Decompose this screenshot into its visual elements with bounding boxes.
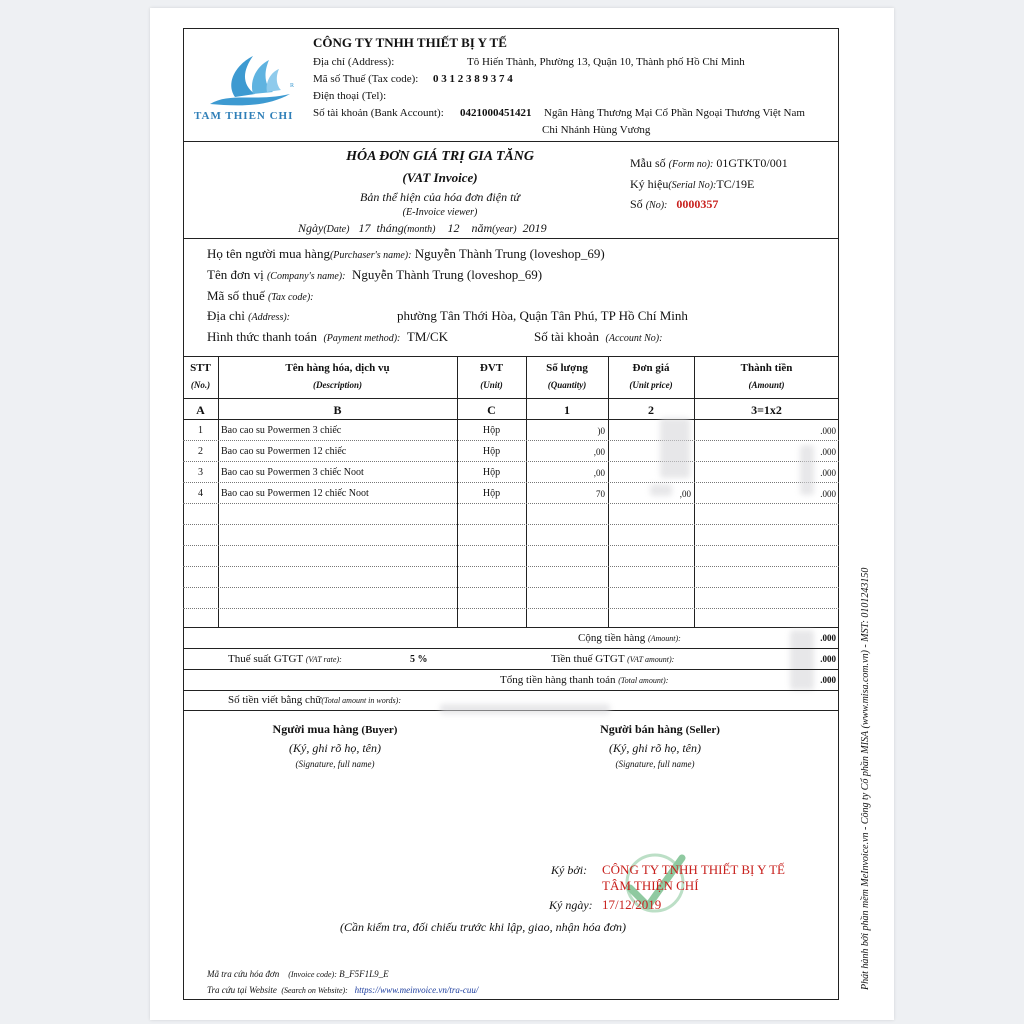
company-tel-label: Điện thoại (Tel): (313, 90, 387, 102)
svg-text:R: R (290, 83, 295, 89)
website-label-en: (Search on Website): (281, 986, 348, 995)
row-desc: Bao cao su Powermen 3 chiếc (221, 425, 342, 436)
row-divider (183, 482, 839, 483)
signed-date: 17/12/2019 (602, 897, 662, 912)
header-price: Đơn giá (632, 362, 670, 374)
date-year-en: (year) (492, 224, 517, 235)
row-no: 4 (198, 488, 203, 499)
buyer-signature-title (240, 722, 430, 737)
row-desc: Bao cao su Powermen 12 chiếc Noot (221, 488, 369, 499)
words-label-line (228, 694, 401, 706)
lookup-label-en: (Invoice code): (288, 970, 337, 979)
side-note: Phát hành bởi phần mềm MeInvoice.vn - Công ty Cổ phần MISA (www.misa.com.vn) - MST: 0101243150 (860, 567, 871, 990)
seller-sign-label-en: (Seller) (685, 724, 720, 736)
row-qty: ,00 (593, 447, 605, 457)
row-divider (183, 587, 839, 588)
row-divider (183, 440, 839, 441)
header-unit-en: (Unit) (480, 380, 503, 390)
header-no-en: (No.) (190, 380, 211, 390)
code-qty: 1 (564, 403, 570, 417)
row-amount: .000 (820, 468, 836, 478)
signed-date-label: Ký ngày: (549, 898, 593, 912)
company-bank-name: Ngân Hàng Thương Mại Cổ Phần Ngoại Thương Việt Nam (544, 107, 805, 119)
date-year: 2019 (522, 221, 547, 235)
buyer-name: Nguyễn Thành Trung (loveshop_69) (414, 246, 605, 261)
website-link[interactable]: https://www.meinvoice.vn/tra-cuu/ (354, 985, 479, 995)
code-amount: 3=1x2 (751, 403, 782, 417)
header-price-en: (Unit price) (629, 380, 673, 390)
header-divider (183, 141, 839, 142)
total-label: Tổng tiền hàng thanh toán (500, 674, 616, 686)
footer-note: (Cần kiểm tra, đối chiếu trước khi lập, giao, nhận hóa đơn) (340, 920, 626, 934)
seller-sign-label: Người bán hàng (600, 722, 683, 736)
row-divider (183, 608, 839, 609)
date-year-label: năm (471, 221, 493, 235)
row-divider (183, 503, 839, 504)
vat-rate-value: 5 % (410, 654, 428, 665)
invoice-subtitle: Bản thể hiện của hóa đơn điện tử (360, 190, 520, 204)
date-day-label: Ngày (298, 221, 324, 235)
header-desc: Tên hàng hóa, dịch vụ (285, 362, 390, 374)
header-qty: Số lượng (546, 362, 588, 374)
header-desc-en: (Description) (313, 380, 362, 390)
redaction (440, 704, 610, 714)
signed-by-label: Ký bởi: (551, 863, 588, 877)
seller-sign-hint-en: (Signature, full name) (615, 759, 695, 769)
company-bank-branch: Chi Nhánh Hùng Vương (542, 124, 651, 136)
total-label-line (500, 674, 668, 686)
company-bank-label: Số tài khoản (Bank Account): (313, 107, 444, 119)
row-divider (183, 545, 839, 546)
totals-line (183, 648, 839, 649)
company-bank-account: 0421000451421 (460, 107, 532, 119)
subtotal-label: Cộng tiền hàng (578, 632, 646, 644)
buyer-payment-label: Hình thức thanh toán (207, 329, 317, 344)
buyer-payment-line (207, 329, 448, 345)
buyer-address-label-line (207, 308, 290, 324)
buyer-company-label: Tên đơn vị (207, 267, 264, 282)
company-address: Tô Hiến Thành, Phường 13, Quận 10, Thành phố Hồ Chí Minh (467, 56, 745, 68)
buyer-company: Nguyễn Thành Trung (loveshop_69) (351, 267, 543, 282)
row-amount: .000 (820, 426, 836, 436)
buyer-tax-label-en: (Tax code): (268, 292, 314, 303)
redaction (800, 445, 814, 495)
seller-signature-title (565, 722, 755, 737)
total-label-en: (Total amount): (618, 676, 669, 685)
company-tax-label: Mã số Thuế (Tax code): (313, 73, 419, 85)
invoice-title: HÓA ĐƠN GIÁ TRỊ GIA TĂNG (346, 149, 534, 164)
serial-label-en: (Serial No): (668, 180, 717, 191)
subtotal-value: .000 (820, 633, 836, 643)
row-qty: ,00 (593, 468, 605, 478)
row-no: 3 (198, 467, 203, 478)
date-day: 17 (358, 221, 371, 235)
serial-label: Ký hiệu (630, 177, 669, 191)
vat-amount-label: Tiền thuế GTGT (551, 653, 625, 665)
invoice-subtitle-en: (E-Invoice viewer) (402, 207, 478, 218)
subtotal-label-en: (Amount): (647, 634, 681, 643)
vat-amount-label-line (551, 653, 674, 665)
row-amount: .000 (820, 447, 836, 457)
table-header-line (183, 398, 839, 399)
company-address-label: Địa chỉ (Address): (313, 56, 395, 68)
date-month-en: (month) (403, 224, 436, 235)
row-divider (183, 524, 839, 525)
buyer-name-line (207, 246, 605, 262)
code-price: 2 (648, 403, 654, 417)
buyer-company-label-en: (Company's name): (266, 271, 346, 282)
form-label: Mẫu số (630, 156, 666, 170)
row-qty: 70 (596, 489, 605, 499)
form-no: 01GTKT0/001 (716, 156, 788, 170)
vat-rate-label-en: (VAT rate): (305, 655, 342, 664)
date-month-label: tháng (376, 221, 404, 235)
lookup-label: Mã tra cứu hóa đơn (207, 969, 280, 979)
code-no: A (196, 403, 205, 417)
row-unit: Hộp (482, 488, 501, 499)
signed-by-1: CÔNG TY TNHH THIẾT BỊ Y TẾ (602, 862, 785, 877)
date-line (298, 221, 547, 236)
invoice-title-en: (VAT Invoice) (402, 170, 478, 185)
header-qty-en: (Quantity) (547, 380, 587, 390)
company-name: CÔNG TY TNHH THIẾT BỊ Y TẾ (313, 35, 507, 50)
buyer-name-label: Họ tên người mua hàng (207, 246, 330, 261)
buyer-sign-hint: (Ký, ghi rõ họ, tên) (289, 741, 381, 755)
buyer-tax-line (207, 288, 313, 304)
buyer-name-label-en: (Purchaser's name): (329, 250, 412, 261)
serial-no: TC/19E (716, 177, 755, 191)
row-divider (183, 566, 839, 567)
buyer-payment-label-en: (Payment method): (323, 333, 401, 344)
buyer-sign-label-en: (Buyer) (361, 724, 398, 736)
buyer-address-label-en: (Address): (248, 312, 290, 323)
logo-text: TAM THIEN CHI (194, 110, 294, 122)
lookup-line (207, 969, 389, 979)
form-no-line (630, 156, 788, 171)
date-month: 12 (447, 221, 460, 235)
row-unit: Hộp (482, 446, 501, 457)
words-label-en: (Total amount in words): (321, 696, 401, 705)
header-amount: Thành tiền (740, 362, 793, 374)
redaction (650, 484, 672, 496)
lookup-code: B_F5F1L9_E (339, 969, 389, 979)
row-desc: Bao cao su Powermen 12 chiếc (221, 446, 347, 457)
date-day-en: (Date) (323, 224, 350, 235)
total-value: .000 (820, 675, 836, 685)
buyer-account-label: Số tài khoản (534, 329, 599, 344)
buyer-address-label: Địa chỉ (207, 308, 245, 323)
totals-line (183, 690, 839, 691)
vat-rate-label: Thuế suất GTGT (228, 653, 303, 665)
row-price: ,00 (679, 489, 691, 499)
serial-line (630, 177, 754, 192)
header-amount-en: (Amount) (748, 380, 785, 390)
no-label-en: (No): (645, 200, 668, 211)
words-label: Số tiền viết bằng chữ (228, 694, 322, 706)
website-line (207, 985, 478, 995)
vat-rate-label-line (228, 653, 342, 665)
table-code-line (183, 419, 839, 420)
row-desc: Bao cao su Powermen 3 chiếc Noot (221, 467, 364, 478)
buyer-sign-label: Người mua hàng (272, 722, 359, 736)
table-bottom-line (183, 627, 839, 628)
code-unit: C (487, 403, 496, 417)
subtotal-label-line (578, 632, 681, 644)
vat-amount-label-en: (VAT amount): (627, 655, 675, 664)
row-unit: Hộp (482, 467, 501, 478)
number-line (630, 197, 718, 212)
table-top-line (183, 356, 839, 357)
website-label: Tra cứu tại Website (207, 985, 277, 995)
header-no: STT (190, 362, 211, 374)
seller-sign-hint: (Ký, ghi rõ họ, tên) (609, 741, 701, 755)
row-unit: Hộp (482, 425, 501, 436)
row-no: 2 (198, 446, 203, 457)
redaction (660, 418, 690, 478)
buyer-sign-hint-en: (Signature, full name) (295, 759, 375, 769)
title-divider (183, 238, 839, 239)
buyer-company-line (207, 267, 542, 283)
vat-amount-value: .000 (820, 654, 836, 664)
buyer-tax-label: Mã số thuế (207, 288, 265, 303)
no-label: Số (630, 197, 643, 211)
row-amount: .000 (820, 489, 836, 499)
row-no: 1 (198, 425, 203, 436)
buyer-payment: TM/CK (406, 329, 449, 344)
invoice-number: 0000357 (676, 197, 719, 211)
code-desc: B (333, 403, 342, 417)
company-tax-code: 0 3 1 2 3 8 9 3 7 4 (433, 73, 513, 85)
header-unit: ĐVT (479, 362, 504, 374)
signed-by-2: TÂM THIỆN CHÍ (602, 878, 699, 893)
form-label-en: (Form no): (668, 159, 714, 170)
totals-line (183, 669, 839, 670)
row-divider (183, 461, 839, 462)
buyer-account-line (534, 329, 662, 345)
row-qty: )0 (597, 426, 605, 436)
buyer-address: phường Tân Thới Hòa, Quận Tân Phú, TP Hồ Chí Minh (397, 308, 688, 323)
buyer-account-label-en: (Account No): (605, 333, 663, 344)
